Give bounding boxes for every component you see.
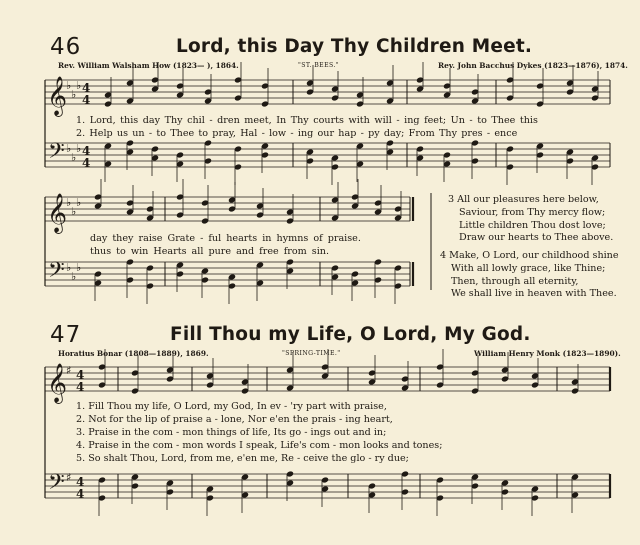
flat-sign: ♭	[76, 196, 82, 209]
verse-line: Draw our hearts to Thee above.	[459, 232, 614, 244]
lyric-line: 2. Help us un - to Thee to pray, Hal - low - ing our hap - py day; From Thy pres - ence	[76, 128, 518, 139]
flat-sign: ♭	[71, 205, 77, 218]
time-signature: 4	[82, 81, 91, 95]
sharp-sign: ♯	[66, 471, 72, 485]
author-credit: Rev. William Walsham How (1823— ), 1864.	[58, 61, 239, 70]
time-signature: 4	[76, 475, 85, 489]
flat-sign: ♭	[71, 151, 77, 164]
time-signature: 4	[82, 93, 91, 107]
flat-sign: ♭	[66, 261, 72, 274]
verse-line: We shall live in heaven with Thee.	[451, 288, 617, 300]
verse-line: With all lowly grace, like Thine;	[451, 262, 606, 274]
tune-name: "SPRING-TIME."	[282, 350, 341, 357]
hymn-title: Lord, this Day Thy Children Meet.	[176, 36, 533, 57]
bass-clef: 𝄢	[48, 470, 65, 500]
treble-clef: 𝄞	[47, 193, 68, 233]
time-signature: 4	[76, 487, 85, 501]
lyric-line: 1. Lord, this day Thy chil - dren meet, In Thy courts with will - ing feet; Un - to Thee this	[76, 115, 538, 126]
hymn-number: 46	[50, 34, 82, 60]
flat-sign: ♭	[71, 270, 77, 283]
sharp-sign: ♯	[66, 364, 72, 378]
lyric-line: 2. Not for the lip of praise a - lone, Nor e'en the prais - ing heart,	[76, 414, 393, 425]
composer-credit: William Henry Monk (1823—1890).	[474, 349, 621, 358]
flat-sign: ♭	[66, 196, 72, 209]
tune-name: "ST. BEES."	[298, 62, 340, 69]
flat-sign: ♭	[66, 142, 72, 155]
lyric-line: day they raise Grate - ful hearts in hymns of praise.	[90, 233, 361, 244]
bass-clef: 𝄢	[48, 258, 65, 288]
author-credit: Horatius Bonar (1808—1889), 1869.	[58, 349, 209, 358]
time-signature: 4	[82, 144, 91, 158]
lyric-line: thus to win Hearts all pure and free from sin.	[90, 246, 330, 257]
flat-sign: ♭	[76, 261, 82, 274]
bass-clef: 𝄢	[48, 139, 65, 169]
time-signature: 4	[76, 368, 85, 382]
treble-clef: 𝄞	[47, 76, 68, 116]
verse-line: 3 All our pleasures here below,	[448, 194, 599, 205]
lyric-line: 5. So shalt Thou, Lord, from me, e'en me, Re - ceive the glo - ry due;	[76, 453, 409, 464]
verse-line: Then, through all eternity,	[451, 275, 579, 287]
flat-sign: ♭	[76, 142, 82, 155]
time-signature: 4	[82, 156, 91, 170]
verse-line: Little children Thou dost love;	[459, 219, 606, 231]
lyric-line: 4. Praise in the com - mon words I speak, Life's com - mon looks and tones;	[76, 440, 443, 451]
lyric-line: 1. Fill Thou my life, O Lord, my God, In ev - 'ry part with praise,	[76, 401, 387, 412]
treble-clef: 𝄞	[47, 363, 68, 403]
hymn-title: Fill Thou my Life, O Lord, My God.	[170, 324, 531, 345]
hymn-number: 47	[50, 322, 82, 348]
composer-credit: Rev. John Bacchus Dykes (1823—1876), 1874.	[438, 61, 628, 70]
flat-sign: ♭	[66, 79, 72, 92]
flat-sign: ♭	[71, 88, 77, 101]
verse-line: 4 Make, O Lord, our childhood shine	[440, 250, 619, 261]
lyric-line: 3. Praise in the com - mon things of life, Its go - ings out and in;	[76, 427, 387, 438]
time-signature: 4	[76, 380, 85, 394]
flat-sign: ♭	[76, 79, 82, 92]
verse-line: Saviour, from Thy mercy flow;	[459, 206, 606, 218]
